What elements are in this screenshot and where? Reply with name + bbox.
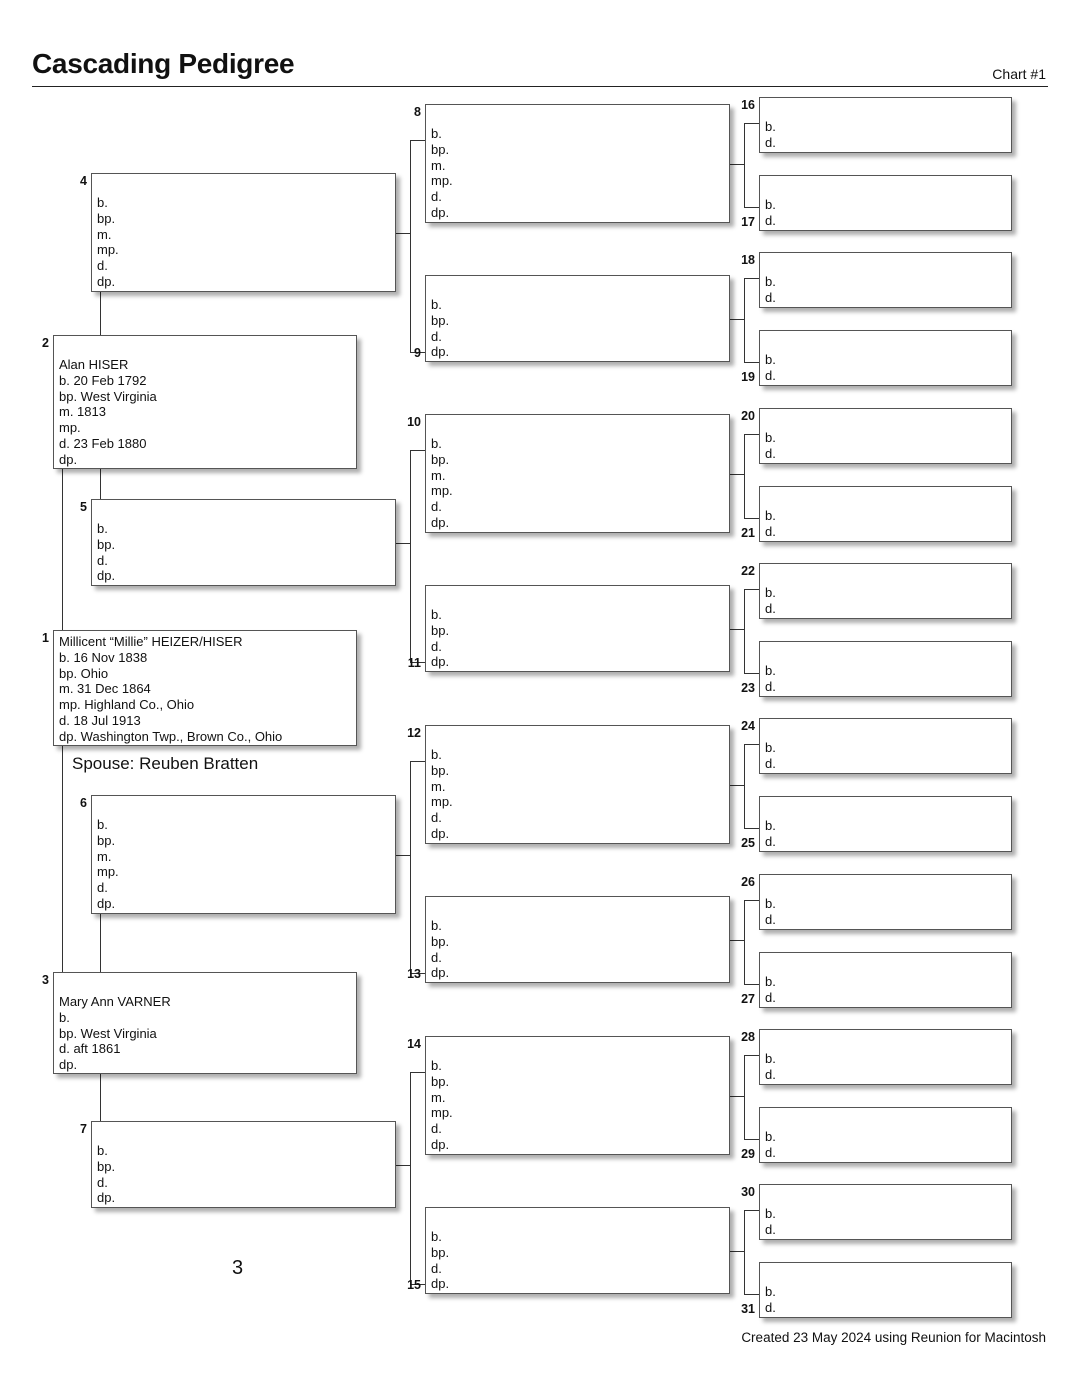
person-number-20: 20 bbox=[741, 409, 755, 423]
person-detail: d. bbox=[431, 1121, 442, 1137]
connector-bracket-p11 bbox=[744, 589, 745, 673]
person-box-8 bbox=[425, 104, 730, 223]
connector-p17 bbox=[744, 207, 759, 208]
title-rule bbox=[32, 86, 1048, 87]
person-detail: dp. bbox=[97, 1190, 116, 1206]
person-detail: d. bbox=[97, 258, 108, 274]
connector-bracket-p15 bbox=[744, 1210, 745, 1294]
person-detail: mp. Highland Co., Ohio bbox=[59, 697, 195, 713]
person-number-18: 18 bbox=[741, 253, 755, 267]
person-detail: b. bbox=[765, 585, 776, 600]
person-number-30: 30 bbox=[741, 1185, 755, 1199]
connector-p5 bbox=[396, 543, 410, 544]
connector-bracket-p12 bbox=[744, 744, 745, 828]
person-detail: d. bbox=[765, 367, 776, 383]
person-box-30 bbox=[759, 1184, 1012, 1240]
person-number-31: 31 bbox=[741, 1302, 755, 1316]
connector-2-4 bbox=[100, 292, 101, 335]
person-detail: b. bbox=[431, 918, 442, 933]
person-number-2: 2 bbox=[42, 336, 49, 350]
person-box-11 bbox=[425, 585, 730, 672]
connector-2-5 bbox=[100, 469, 101, 499]
person-detail: bp. Ohio bbox=[59, 665, 109, 681]
person-detail: m. 31 Dec 1864 bbox=[59, 681, 151, 697]
person-number-26: 26 bbox=[741, 875, 755, 889]
person-detail: d. bbox=[765, 134, 776, 150]
person-detail: b. bbox=[765, 352, 776, 367]
connector-bracket-p9 bbox=[744, 278, 745, 362]
person-detail: bp. bbox=[431, 312, 450, 328]
connector-p29 bbox=[744, 1139, 759, 1140]
person-detail: dp. bbox=[59, 1057, 78, 1073]
person-number-24: 24 bbox=[741, 719, 755, 733]
person-detail: d. bbox=[765, 445, 776, 461]
person-detail: b. bbox=[765, 740, 776, 755]
person-box-4 bbox=[91, 173, 396, 292]
connector-p16 bbox=[744, 123, 759, 124]
person-detail: bp. bbox=[431, 622, 450, 638]
person-detail: b. bbox=[431, 297, 442, 312]
person-detail: dp. Washington Twp., Brown Co., Ohio bbox=[59, 728, 283, 744]
connector-bracket-p13 bbox=[744, 900, 745, 984]
person-detail: m. bbox=[431, 467, 446, 483]
person-number-12: 12 bbox=[407, 726, 421, 740]
person-box-12 bbox=[425, 725, 730, 844]
person-number-4: 4 bbox=[80, 174, 87, 188]
person-detail: b. bbox=[97, 817, 108, 832]
person-detail: bp. bbox=[431, 141, 450, 157]
person-detail: b. bbox=[765, 818, 776, 833]
person-detail: dp. bbox=[431, 1276, 450, 1292]
person-box-20 bbox=[759, 408, 1012, 464]
person-detail: m. bbox=[431, 778, 446, 794]
person-detail: b. bbox=[765, 663, 776, 678]
person-detail: dp. bbox=[97, 895, 116, 911]
connector-p8 bbox=[730, 164, 744, 165]
person-detail: d. bbox=[431, 189, 442, 205]
person-detail: d. bbox=[765, 833, 776, 849]
person-detail: b. bbox=[765, 274, 776, 289]
person-detail: b. bbox=[765, 1206, 776, 1221]
person-detail: b. bbox=[765, 508, 776, 523]
person-detail: mp. bbox=[97, 864, 119, 880]
connector-p10 bbox=[730, 474, 744, 475]
person-box-3 bbox=[53, 972, 357, 1074]
person-detail: mp. bbox=[431, 483, 453, 499]
person-detail: d. bbox=[431, 499, 442, 515]
person-detail: mp. bbox=[59, 420, 81, 436]
person-number-7: 7 bbox=[80, 1122, 87, 1136]
person-detail: d. bbox=[765, 212, 776, 228]
connector-p25 bbox=[744, 828, 759, 829]
person-box-17 bbox=[759, 175, 1012, 231]
person-detail: bp. West Virginia bbox=[59, 388, 157, 404]
person-detail: dp. bbox=[97, 568, 116, 584]
person-number-1: 1 bbox=[42, 631, 49, 645]
person-detail: mp. bbox=[431, 794, 453, 810]
person-detail: bp. bbox=[97, 536, 116, 552]
person-box-26 bbox=[759, 874, 1012, 930]
person-box-6 bbox=[91, 795, 396, 914]
person-number-23: 23 bbox=[741, 681, 755, 695]
person-detail: d. bbox=[765, 1221, 776, 1237]
person-detail: b. 16 Nov 1838 bbox=[59, 649, 148, 665]
connector-1-3 bbox=[62, 746, 63, 972]
person-detail: b. bbox=[59, 1009, 70, 1025]
person-detail: d. bbox=[97, 552, 108, 568]
person-box-25 bbox=[759, 796, 1012, 852]
connector-p22 bbox=[744, 589, 759, 590]
person-number-29: 29 bbox=[741, 1147, 755, 1161]
person-detail: d. bbox=[431, 810, 442, 826]
person-detail: dp. bbox=[431, 1136, 450, 1152]
person-detail: d. bbox=[765, 523, 776, 539]
person-detail: bp. bbox=[431, 762, 450, 778]
chart-title: Cascading Pedigree bbox=[32, 48, 295, 79]
person-number-21: 21 bbox=[741, 526, 755, 540]
connector-p8 bbox=[410, 140, 425, 141]
connector-p27 bbox=[744, 984, 759, 985]
person-detail: mp. bbox=[431, 1105, 453, 1121]
person-detail: m. 1813 bbox=[59, 404, 106, 420]
person-detail: bp. bbox=[431, 1244, 450, 1260]
person-detail: b. bbox=[765, 119, 776, 134]
person-number-8: 8 bbox=[414, 105, 421, 119]
person-number-9: 9 bbox=[414, 346, 421, 360]
connector-bracket-p6 bbox=[410, 761, 411, 973]
person-box-10 bbox=[425, 414, 730, 533]
person-detail: b. bbox=[765, 1129, 776, 1144]
person-detail: d. bbox=[765, 911, 776, 927]
connector-p14 bbox=[730, 1096, 744, 1097]
connector-bracket-p8 bbox=[744, 123, 745, 207]
connector-p15 bbox=[730, 1251, 744, 1252]
person-detail: b. bbox=[97, 1143, 108, 1158]
person-detail: b. bbox=[765, 430, 776, 445]
person-box-28 bbox=[759, 1029, 1012, 1085]
person-detail: m. bbox=[97, 226, 112, 242]
person-detail: dp. bbox=[431, 204, 450, 220]
connector-p13 bbox=[730, 940, 744, 941]
connector-p19 bbox=[744, 362, 759, 363]
connector-p31 bbox=[744, 1294, 759, 1295]
connector-p18 bbox=[744, 278, 759, 279]
connector-p12 bbox=[410, 761, 425, 762]
person-detail: b. bbox=[431, 126, 442, 141]
person-number-25: 25 bbox=[741, 836, 755, 850]
connector-p9 bbox=[730, 319, 744, 320]
person-detail: d. 18 Jul 1913 bbox=[59, 712, 141, 728]
connector-p23 bbox=[744, 673, 759, 674]
person-detail: bp. bbox=[97, 832, 116, 848]
person-box-24 bbox=[759, 718, 1012, 774]
person-number-13: 13 bbox=[407, 967, 421, 981]
connector-bracket-p14 bbox=[744, 1055, 745, 1139]
connector-p30 bbox=[744, 1210, 759, 1211]
person-detail: dp. bbox=[59, 451, 78, 467]
person-detail: d. bbox=[765, 1299, 776, 1315]
person-detail: d. bbox=[765, 289, 776, 305]
person-number-3: 3 bbox=[42, 973, 49, 987]
person-box-14 bbox=[425, 1036, 730, 1155]
person-number-5: 5 bbox=[80, 500, 87, 514]
connector-bracket-p7 bbox=[410, 1072, 411, 1284]
spouse-label: Spouse: Reuben Bratten bbox=[72, 754, 259, 773]
person-detail: d. aft 1861 bbox=[59, 1041, 121, 1057]
person-detail: b. bbox=[431, 607, 442, 622]
person-detail: b. bbox=[431, 747, 442, 762]
connector-p28 bbox=[744, 1055, 759, 1056]
person-detail: m. bbox=[431, 157, 446, 173]
person-detail: dp. bbox=[97, 273, 116, 289]
person-number-10: 10 bbox=[407, 415, 421, 429]
person-detail: d. bbox=[97, 1174, 108, 1190]
person-detail: dp. bbox=[431, 344, 450, 360]
connector-p10 bbox=[410, 450, 425, 451]
person-detail: b. bbox=[765, 1284, 776, 1299]
person-box-31 bbox=[759, 1262, 1012, 1318]
person-detail: bp. bbox=[97, 210, 116, 226]
connector-3-6 bbox=[100, 914, 101, 972]
connector-p14 bbox=[410, 1072, 425, 1073]
person-detail: bp. bbox=[97, 1158, 116, 1174]
person-box-1 bbox=[53, 630, 357, 746]
person-detail: dp. bbox=[431, 654, 450, 670]
person-detail: d. bbox=[765, 1066, 776, 1082]
person-detail: mp. bbox=[431, 173, 453, 189]
person-detail: d. bbox=[431, 949, 442, 965]
person-number-6: 6 bbox=[80, 796, 87, 810]
person-detail: d. bbox=[765, 755, 776, 771]
chart-number: Chart #1 bbox=[992, 66, 1046, 82]
person-detail: d. 23 Feb 1880 bbox=[59, 435, 147, 451]
person-detail: bp. West Virginia bbox=[59, 1025, 157, 1041]
person-detail: d. bbox=[431, 328, 442, 344]
connector-p26 bbox=[744, 900, 759, 901]
connector-p20 bbox=[744, 434, 759, 435]
person-detail: b. bbox=[765, 974, 776, 989]
connector-p4 bbox=[396, 233, 410, 234]
person-box-13 bbox=[425, 896, 730, 983]
connector-p21 bbox=[744, 518, 759, 519]
person-detail: b. bbox=[431, 1229, 442, 1244]
person-box-22 bbox=[759, 563, 1012, 619]
person-detail: b. bbox=[765, 896, 776, 911]
person-number-28: 28 bbox=[741, 1030, 755, 1044]
person-detail: dp. bbox=[431, 514, 450, 530]
person-detail: b. bbox=[97, 521, 108, 536]
person-detail: d. bbox=[765, 600, 776, 616]
person-detail: d. bbox=[431, 638, 442, 654]
person-detail: b. bbox=[765, 1051, 776, 1066]
person-detail: d. bbox=[431, 1260, 442, 1276]
connector-p7 bbox=[396, 1165, 410, 1166]
person-detail: d. bbox=[97, 880, 108, 896]
person-box-19 bbox=[759, 330, 1012, 386]
person-number-22: 22 bbox=[741, 564, 755, 578]
connector-bracket-p4 bbox=[410, 140, 411, 352]
connector-bracket-p10 bbox=[744, 434, 745, 518]
person-detail: b. 20 Feb 1792 bbox=[59, 372, 147, 388]
connector-p24 bbox=[744, 744, 759, 745]
person-detail: b. bbox=[97, 195, 108, 210]
person-detail: b. bbox=[431, 1058, 442, 1073]
person-detail: d. bbox=[765, 1144, 776, 1160]
person-detail: b. bbox=[765, 197, 776, 212]
person-box-15 bbox=[425, 1207, 730, 1294]
person-detail: d. bbox=[765, 678, 776, 694]
person-box-18 bbox=[759, 252, 1012, 308]
connector-3-7 bbox=[100, 1074, 101, 1121]
person-number-17: 17 bbox=[741, 215, 755, 229]
person-detail: b. bbox=[431, 436, 442, 451]
connector-1-2 bbox=[62, 469, 63, 630]
person-number-27: 27 bbox=[741, 992, 755, 1006]
person-box-5 bbox=[91, 499, 396, 586]
person-number-14: 14 bbox=[407, 1037, 421, 1051]
person-detail: dp. bbox=[431, 965, 450, 981]
person-name: Alan HISER bbox=[59, 357, 129, 372]
connector-p6 bbox=[396, 855, 410, 856]
person-box-21 bbox=[759, 486, 1012, 542]
person-number-15: 15 bbox=[407, 1278, 421, 1292]
page-number: 3 bbox=[232, 1257, 244, 1279]
person-detail: bp. bbox=[431, 1073, 450, 1089]
person-box-23 bbox=[759, 641, 1012, 697]
person-number-16: 16 bbox=[741, 98, 755, 112]
person-number-11: 11 bbox=[407, 656, 421, 670]
person-box-16 bbox=[759, 97, 1012, 153]
person-detail: d. bbox=[765, 989, 776, 1005]
person-number-19: 19 bbox=[741, 370, 755, 384]
person-box-27 bbox=[759, 952, 1012, 1008]
person-detail: bp. bbox=[431, 451, 450, 467]
footer-credit: Created 23 May 2024 using Reunion for Macintosh bbox=[741, 1330, 1046, 1345]
person-detail: dp. bbox=[431, 825, 450, 841]
person-box-9 bbox=[425, 275, 730, 362]
person-detail: mp. bbox=[97, 242, 119, 258]
person-detail: m. bbox=[97, 848, 112, 864]
person-detail: bp. bbox=[431, 933, 450, 949]
person-name: Mary Ann VARNER bbox=[59, 994, 171, 1009]
person-box-29 bbox=[759, 1107, 1012, 1163]
connector-p12 bbox=[730, 785, 744, 786]
connector-p11 bbox=[730, 629, 744, 630]
person-box-7 bbox=[91, 1121, 396, 1208]
person-name: Millicent “Millie” HEIZER/HISER bbox=[59, 634, 243, 649]
person-box-2 bbox=[53, 335, 357, 469]
connector-bracket-p5 bbox=[410, 450, 411, 662]
person-detail: m. bbox=[431, 1089, 446, 1105]
